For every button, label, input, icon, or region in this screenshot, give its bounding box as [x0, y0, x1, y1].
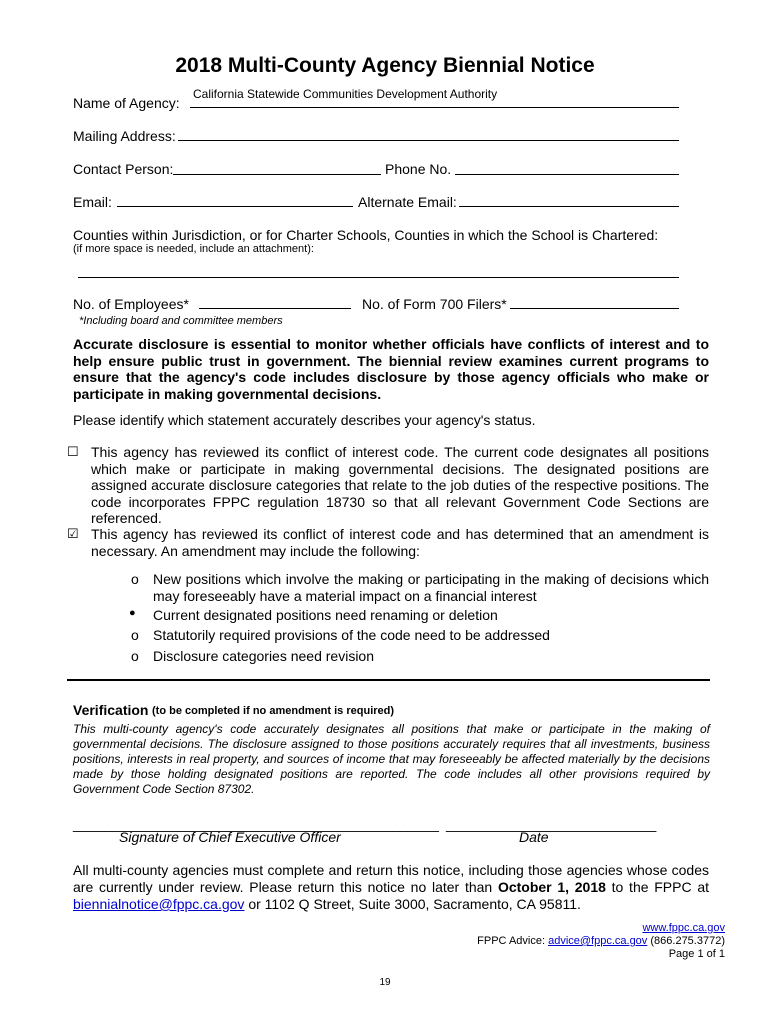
contact-field[interactable]	[173, 174, 381, 175]
counties-note: (if more space is needed, include an attachment):	[73, 243, 314, 255]
email-label: Email:	[73, 194, 112, 210]
subitem-1-text: New positions which involve the making or participating in the making of decisions which may foreseeably have a material impact on a financial interest	[153, 571, 709, 604]
advice-email-link[interactable]: advice@fppc.ca.gov	[548, 935, 648, 947]
advice-label: FPPC Advice:	[477, 935, 546, 947]
closing-text-3: or 1102 Q Street, Suite 3000, Sacramento, CA 95811.	[248, 896, 581, 912]
employees-label: No. of Employees*	[73, 296, 189, 312]
option1-text: This agency has reviewed its conflict of interest code. The current code designates all positions which make or participate in making governmental decisions. The designated positions are assigned accurate disclosure categories that relate to the job duties of the respective positions. The code incorporates FPPC regulation 18730 so that all relevant Government Code Sections are referenced.	[91, 444, 709, 526]
phone-label: Phone No.	[385, 161, 452, 177]
subitem-4-bullet[interactable]: o	[131, 648, 139, 664]
closing-text-2: to the FPPC at	[611, 879, 709, 895]
section-divider	[67, 679, 710, 681]
footer-block	[477, 922, 725, 961]
mailing-field[interactable]	[178, 140, 679, 141]
subitem-2-text: Current designated positions need renaming or deletion	[153, 607, 498, 623]
employees-field[interactable]	[199, 308, 351, 309]
email-field[interactable]	[117, 206, 353, 207]
agency-value: California Statewide Communities Development Authority	[193, 87, 498, 101]
signature-line[interactable]: _______________________________________________	[73, 816, 439, 832]
subitem-1-bullet[interactable]: o	[131, 571, 139, 587]
instruction-text: Please identify which statement accurately describes your agency's status.	[73, 412, 536, 428]
alt-email-label: Alternate Email:	[358, 194, 457, 210]
subitem-2-bullet[interactable]: ●	[129, 607, 136, 619]
contact-label: Contact Person:	[73, 161, 174, 177]
website-link[interactable]: www.fppc.ca.gov	[642, 922, 725, 934]
filers-field[interactable]	[510, 308, 679, 309]
closing-paragraph	[73, 862, 709, 913]
phone-field[interactable]	[455, 174, 679, 175]
signature-label: Signature of Chief Executive Officer	[119, 829, 341, 845]
filers-label: No. of Form 700 Filers*	[362, 296, 507, 312]
option2-text: This agency has reviewed its conflict of interest code and has determined that an amendment is necessary. An amendment may include the following:	[91, 526, 709, 559]
date-label: Date	[519, 829, 549, 845]
alt-email-field[interactable]	[459, 206, 679, 207]
date-line[interactable]: ___________________________	[446, 816, 657, 832]
verification-text: This multi-county agency's code accurately designates all positions that make or participate in the making of governmental decisions. The disclosure assigned to those positions accurately requires that all investments, business positions, interests in real property, and sources of income that may foreseeably be affected materially by the decisions made by those holding designated positions are reported. The code includes all other provisions required by Government Code Section 87302.	[73, 722, 710, 796]
employees-note: *Including board and committee members	[79, 315, 283, 327]
verification-heading: Verification	[73, 702, 149, 718]
agency-field[interactable]	[190, 107, 679, 108]
option2-checkbox[interactable]: ☑	[67, 526, 79, 541]
subitem-4-text: Disclosure categories need revision	[153, 648, 374, 664]
subitem-3-bullet[interactable]: o	[131, 627, 139, 643]
agency-label: Name of Agency:	[73, 95, 180, 111]
page-of: Page 1 of 1	[668, 948, 725, 960]
advice-phone: (866.275.3772)	[650, 935, 725, 947]
closing-text-1: All multi-county agencies must complete and return this notice, including those agencies whose codes are currently under review. Please return this notice no later than	[73, 862, 709, 895]
option1-checkbox[interactable]: ☐	[67, 444, 79, 459]
page-number: 19	[379, 977, 391, 988]
counties-label: Counties within Jurisdiction, or for Charter Schools, Counties in which the School is Chartered:	[73, 227, 659, 243]
verification-subheading: (to be completed if no amendment is required)	[152, 705, 395, 717]
subitem-3-text: Statutorily required provisions of the code need to be addressed	[153, 627, 550, 643]
intro-paragraph: Accurate disclosure is essential to monitor whether officials have conflicts of interest and to help ensure public trust in government. The biennial review examines current programs to ensure that the agency's code includes disclosure by those agency officials who make or participate in making governmental decisions.	[73, 336, 709, 402]
counties-field[interactable]	[78, 277, 679, 278]
mailing-label: Mailing Address:	[73, 128, 176, 144]
page-title: 2018 Multi-County Agency Biennial Notice	[175, 54, 595, 77]
deadline: October 1, 2018	[497, 879, 606, 895]
submission-email-link[interactable]: biennialnotice@fppc.ca.gov	[73, 896, 245, 912]
